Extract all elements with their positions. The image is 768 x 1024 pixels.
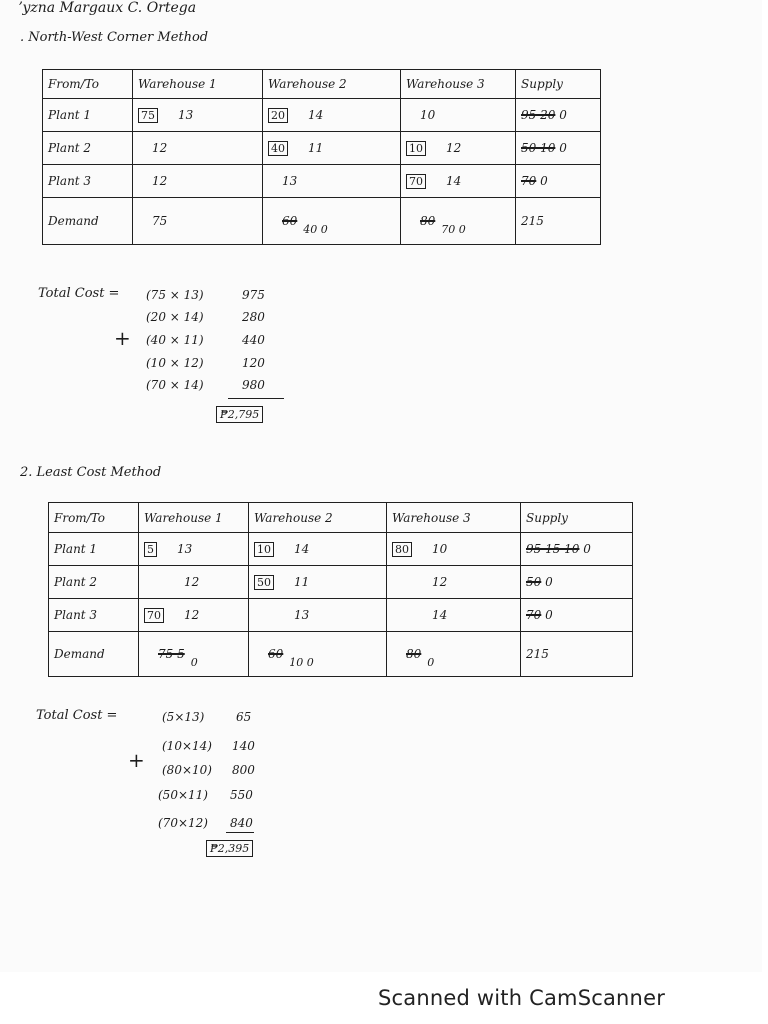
- lcm-demand-total: 215: [521, 632, 633, 677]
- nwc-supply-cell: [516, 165, 601, 198]
- nwc-demand-cell: [401, 198, 516, 245]
- unit-cost: 14: [308, 107, 324, 122]
- allocation-box: 40: [268, 141, 288, 156]
- nwc-header-supply: Supply: [516, 70, 601, 99]
- struck-value: 80: [406, 647, 422, 661]
- calc-value: 120: [242, 356, 265, 370]
- calc-expression: (10 × 12): [146, 356, 204, 370]
- calc-expression: (70 × 14): [146, 378, 204, 392]
- lcm-cell: [249, 599, 387, 632]
- remaining-value: 10 0: [289, 656, 314, 669]
- calc-value: 440: [242, 333, 265, 347]
- calc-expression: (70×12): [158, 816, 208, 830]
- nwc-cell: [401, 165, 516, 198]
- plus-sign: +: [128, 748, 145, 772]
- unit-cost: 13: [294, 608, 310, 622]
- lcm-cell: [139, 599, 249, 632]
- lcm-demand-cell: [249, 632, 387, 677]
- unit-cost: 14: [446, 173, 462, 188]
- nwc-row-label: Demand: [43, 198, 133, 245]
- struck-value: 95 20: [521, 108, 556, 122]
- struck-value: 50: [526, 575, 542, 589]
- unit-cost: 12: [446, 140, 462, 155]
- calc-value: 800: [232, 763, 255, 777]
- lcm-header-supply: Supply: [521, 503, 633, 533]
- nwc-row-label: Plant 3: [43, 165, 133, 198]
- nwc-total-cost-calc: [38, 284, 298, 434]
- lcm-cell: [387, 533, 521, 566]
- nwc-row-demand: [43, 198, 601, 245]
- calc-expression: (80×10): [162, 763, 212, 777]
- lcm-transport-table: [48, 502, 633, 677]
- unit-cost: 14: [294, 541, 310, 556]
- unit-cost: 12: [152, 141, 168, 155]
- lcm-demand-cell: [139, 632, 249, 677]
- remaining-value: 0: [559, 108, 567, 122]
- nwc-supply-cell: [516, 99, 601, 132]
- section-title-least-cost: 2. Least Cost Method: [20, 465, 162, 480]
- unit-cost: 11: [308, 140, 324, 155]
- nwc-cell: [133, 99, 263, 132]
- nwc-header-warehouse-3: Warehouse 3: [401, 70, 516, 99]
- struck-value: 70: [526, 608, 542, 622]
- struck-value: 60: [268, 647, 284, 661]
- student-name: ʼyzna Margaux C. Ortega: [18, 0, 197, 16]
- total-cost-label: Total Cost =: [36, 708, 118, 723]
- nwc-header-row: [43, 70, 601, 99]
- plus-sign: +: [114, 326, 131, 350]
- calc-value: 975: [242, 288, 265, 302]
- remaining-value: 0: [427, 656, 435, 669]
- nwc-cell: [263, 99, 401, 132]
- nwc-cell: [133, 165, 263, 198]
- demand-value: 75: [152, 214, 168, 228]
- struck-value: 75 5: [158, 647, 185, 661]
- allocation-box: 70: [144, 608, 164, 623]
- allocation-box: 50: [254, 575, 274, 590]
- total-cost-label: Total Cost =: [38, 286, 120, 301]
- unit-cost: 13: [178, 107, 194, 122]
- nwc-row-plant-1: [43, 99, 601, 132]
- nwc-cell: [263, 132, 401, 165]
- nwc-header-warehouse-2: Warehouse 2: [263, 70, 401, 99]
- remaining-value: 0: [559, 141, 567, 155]
- unit-cost: 12: [184, 575, 200, 589]
- lcm-cell: [249, 533, 387, 566]
- nwc-demand-cell: [263, 198, 401, 245]
- nwc-cell: [401, 132, 516, 165]
- lcm-supply-cell: [521, 533, 633, 566]
- nwc-demand-cell: [133, 198, 263, 245]
- nwc-row-plant-2: [43, 132, 601, 165]
- calc-expression: (20 × 14): [146, 310, 204, 324]
- lcm-cell: [387, 566, 521, 599]
- calc-value: 840: [230, 816, 253, 830]
- lcm-cell: [249, 566, 387, 599]
- nwc-header-from-to: From/To: [43, 70, 133, 99]
- lcm-row-plant-1: [49, 533, 633, 566]
- lcm-cell: [139, 533, 249, 566]
- unit-cost: 13: [177, 541, 193, 556]
- calc-expression: (5×13): [162, 710, 205, 724]
- calc-expression: (75 × 13): [146, 288, 204, 302]
- lcm-header-from-to: From/To: [49, 503, 139, 533]
- calc-expression: (50×11): [158, 788, 208, 802]
- lcm-demand-cell: [387, 632, 521, 677]
- nwc-cell: [401, 99, 516, 132]
- remaining-value: 0: [583, 542, 591, 556]
- lcm-row-plant-3: [49, 599, 633, 632]
- remaining-value: 40 0: [303, 223, 328, 236]
- calc-expression: (40 × 11): [146, 333, 204, 347]
- calc-value: 65: [236, 710, 252, 724]
- remaining-value: 70 0: [441, 223, 466, 236]
- allocation-box: 70: [406, 174, 426, 189]
- calc-value: 550: [230, 788, 253, 802]
- allocation-box: 75: [138, 108, 158, 123]
- lcm-header-row: [49, 503, 633, 533]
- calc-value: 980: [242, 378, 265, 392]
- lcm-row-demand: [49, 632, 633, 677]
- calc-value: 280: [242, 310, 265, 324]
- lcm-row-label: Plant 3: [49, 599, 139, 632]
- calc-value: 140: [232, 739, 255, 753]
- lcm-row-plant-2: [49, 566, 633, 599]
- nwc-row-label: Plant 2: [43, 132, 133, 165]
- lcm-header-warehouse-3: Warehouse 3: [387, 503, 521, 533]
- lcm-row-label: Plant 1: [49, 533, 139, 566]
- section-title-north-west-corner: . North-West Corner Method: [20, 30, 209, 45]
- lcm-total-cost-calc: [36, 708, 296, 868]
- unit-cost: 11: [294, 574, 310, 589]
- struck-value: 70: [521, 174, 537, 188]
- lcm-supply-cell: [521, 599, 633, 632]
- struck-value: 80: [420, 214, 436, 228]
- remaining-value: 0: [540, 174, 548, 188]
- nwc-cell: [133, 132, 263, 165]
- calc-expression: (10×14): [162, 739, 212, 753]
- nwc-transport-table: [42, 69, 601, 245]
- nwc-row-plant-3: [43, 165, 601, 198]
- camscanner-watermark: Scanned with CamScanner: [378, 986, 666, 1010]
- unit-cost: 13: [282, 174, 298, 188]
- remaining-value: 0: [545, 575, 553, 589]
- lcm-cell: [387, 599, 521, 632]
- total-cost-result: ₱2,795: [216, 406, 263, 423]
- allocation-box: 10: [406, 141, 426, 156]
- lcm-row-label: Demand: [49, 632, 139, 677]
- nwc-supply-cell: [516, 132, 601, 165]
- sum-rule: [228, 398, 284, 399]
- struck-value: 60: [282, 214, 298, 228]
- total-cost-result: ₱2,395: [206, 840, 253, 857]
- nwc-cell: [263, 165, 401, 198]
- lcm-row-label: Plant 2: [49, 566, 139, 599]
- remaining-value: 0: [545, 608, 553, 622]
- nwc-row-label: Plant 1: [43, 99, 133, 132]
- sum-rule: [226, 832, 254, 833]
- nwc-header-warehouse-1: Warehouse 1: [133, 70, 263, 99]
- struck-value: 50 10: [521, 141, 556, 155]
- unit-cost: 12: [152, 174, 168, 188]
- unit-cost: 12: [432, 575, 448, 589]
- unit-cost: 10: [420, 108, 436, 122]
- nwc-demand-total: 215: [516, 198, 601, 245]
- lcm-cell: [139, 566, 249, 599]
- allocation-box: 5: [144, 542, 157, 557]
- lcm-supply-cell: [521, 566, 633, 599]
- unit-cost: 10: [432, 541, 448, 556]
- lcm-header-warehouse-2: Warehouse 2: [249, 503, 387, 533]
- unit-cost: 12: [184, 607, 200, 622]
- allocation-box: 80: [392, 542, 412, 557]
- allocation-box: 10: [254, 542, 274, 557]
- remaining-value: 0: [190, 656, 198, 669]
- allocation-box: 20: [268, 108, 288, 123]
- lcm-header-warehouse-1: Warehouse 1: [139, 503, 249, 533]
- struck-value: 95 15 10: [526, 542, 580, 556]
- unit-cost: 14: [432, 608, 448, 622]
